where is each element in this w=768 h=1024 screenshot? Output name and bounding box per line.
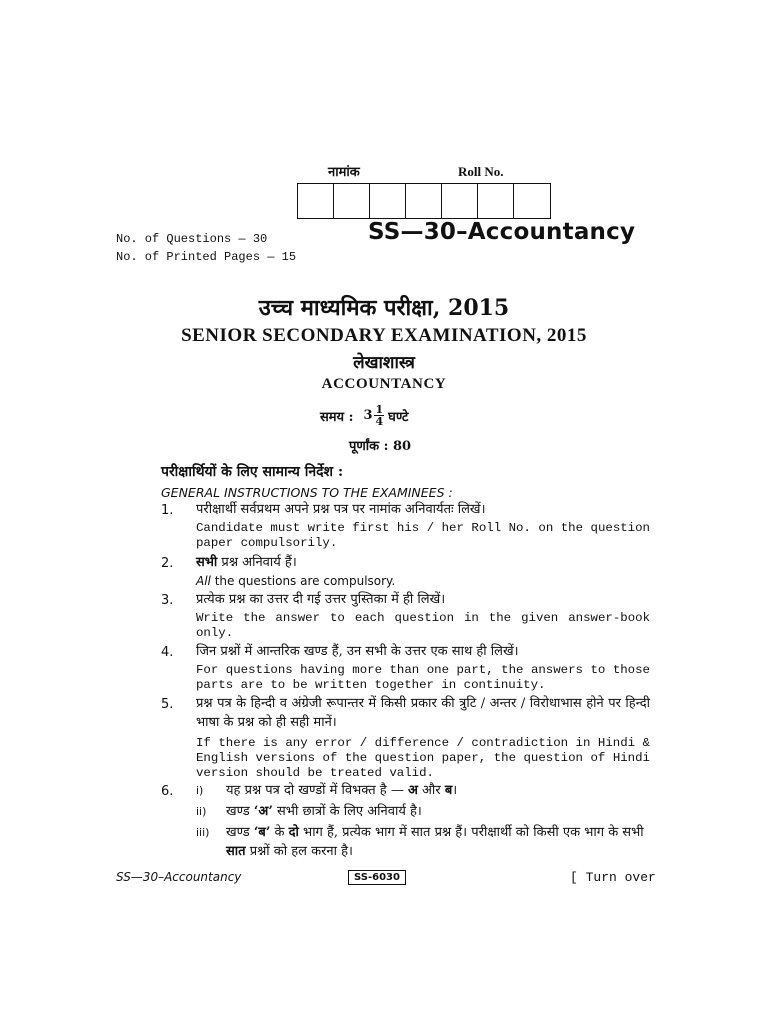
footer-turn-over: [ Turn over <box>570 870 656 885</box>
sub-instruction-iii <box>196 823 652 861</box>
instruction-text-english: If there is any error / difference / contradiction in Hindi & English versions of the question paper, the question of Hindi version should be treated valid. <box>196 736 650 780</box>
time-whole: 3 <box>363 408 373 423</box>
subject-title-english: ACCOUNTANCY <box>321 376 447 392</box>
sub-text-part: और <box>417 783 445 798</box>
sub-text <box>226 802 652 821</box>
sub-text <box>226 781 652 800</box>
footer-paper-code: SS—30–Accountancy <box>116 870 242 884</box>
time-fraction-denominator: 4 <box>375 415 384 428</box>
sub-text <box>226 823 652 861</box>
roll-number-box[interactable] <box>370 184 406 218</box>
roll-number-labels <box>300 162 560 182</box>
exam-title-english: SENIOR SECONDARY EXAMINATION, 2015 <box>181 325 587 346</box>
section-b-label: ‘ब’ <box>253 825 271 840</box>
instruction-number: 6. <box>161 784 174 799</box>
emphasis-all-hindi: सभी <box>196 555 218 570</box>
instruction-number: 3. <box>161 593 174 608</box>
roll-number-boxes[interactable] <box>297 183 551 219</box>
sub-text-part: खण्ड <box>226 804 254 819</box>
instruction-text-hindi: जिन प्रश्नों में आन्तरिक खण्ड हैं, उन सभी के उत्तर एक साथ ही लिखें। <box>196 644 519 659</box>
roll-number-box[interactable] <box>406 184 442 218</box>
roll-number-box[interactable] <box>442 184 478 218</box>
sub-number: iii) <box>196 826 210 839</box>
footer-code-box: SS-6030 <box>348 870 406 885</box>
instruction-number: 2. <box>161 556 174 571</box>
instruction-text-hindi: प्रत्येक प्रश्न का उत्तर दी गई उत्तर पुस्तिका में ही लिखें। <box>196 592 446 607</box>
sub-number: i) <box>196 784 204 797</box>
time-unit: घण्टे <box>388 409 409 425</box>
instructions-heading-english: GENERAL INSTRUCTIONS TO THE EXAMINEES : <box>161 485 453 500</box>
sub-text-part: के <box>270 825 289 840</box>
sub-text-part: सभी छात्रों के लिए अनिवार्य है। <box>272 804 422 819</box>
roll-label-hindi: नामांक <box>328 165 360 180</box>
time-label: समय : <box>320 409 354 425</box>
instruction-text-hindi: प्रश्न पत्र के हिन्दी व अंग्रेजी रूपान्तर में किसी प्रकार की त्रुटि / अन्तर / विरोधाभास होने पर हिन्दी भाषा के प्रश्न को ही सही मानें। <box>196 696 650 730</box>
roll-number-box[interactable] <box>514 184 550 218</box>
roll-number-box[interactable] <box>478 184 514 218</box>
instructions-heading-hindi: परीक्षार्थियों के लिए सामान्य निर्देश : <box>161 464 344 480</box>
instruction-number: 5. <box>161 697 174 712</box>
sub-text-part: खण्ड <box>226 825 254 840</box>
sub-text-part: । <box>452 783 458 798</box>
paper-meta <box>116 230 296 266</box>
instruction-number: 1. <box>161 503 174 518</box>
paper-code-title: SS—30–Accountancy <box>368 219 636 245</box>
sub-text-part: यह प्रश्न पत्र दो खण्डों में विभक्त है — <box>226 783 408 798</box>
instruction-text-hindi: परीक्षार्थी सर्वप्रथम अपने प्रश्न पत्र पर नामांक अनिवार्यतः लिखें। <box>196 502 486 517</box>
time-fraction <box>374 404 384 427</box>
emphasis-seven: सात <box>226 844 246 859</box>
instruction-number: 4. <box>161 645 174 660</box>
section-a-label: ‘अ’ <box>253 804 273 819</box>
sub-number: ii) <box>196 805 207 818</box>
instruction-text-english: Candidate must write first his / her Roll No. on the question paper compulsorily. <box>196 521 650 550</box>
instruction-text-english: Write the answer to each question in the given answer-book only. <box>196 611 650 640</box>
roll-number-box[interactable] <box>334 184 370 218</box>
roll-label-english: Roll No. <box>458 164 504 179</box>
time-fraction-numerator: 1 <box>375 403 384 416</box>
instruction-text-hindi <box>196 553 650 572</box>
section-b-label: ब <box>444 783 453 798</box>
roll-number-box[interactable] <box>298 184 334 218</box>
sub-text-part: प्रश्नों को हल करना है। <box>245 844 353 859</box>
sub-text-part: भाग हैं, प्रत्येक भाग में सात प्रश्न हैं। परीक्षार्थी को किसी एक भाग के सभी <box>298 825 644 840</box>
sub-instruction-ii <box>196 802 652 821</box>
section-a-label: अ <box>407 783 418 798</box>
emphasis-two: दो <box>288 825 299 840</box>
exam-title-hindi: उच्च माध्यमिक परीक्षा, 2015 <box>258 295 510 321</box>
questions-count: No. of Questions — 30 <box>116 232 268 246</box>
printed-pages-count: No. of Printed Pages — 15 <box>116 250 297 264</box>
exam-duration <box>320 404 408 427</box>
instruction-text-english <box>196 574 650 589</box>
instruction-text-english: For questions having more than one part, the answers to those parts are to be written together in continuity. <box>196 663 650 692</box>
emphasis-all-english: All <box>196 574 211 588</box>
subject-title-hindi: लेखाशास्त्र <box>353 353 415 373</box>
max-marks: पूर्णांक : 80 <box>349 439 412 454</box>
instruction-text-hindi-rest: प्रश्न अनिवार्य हैं। <box>217 555 297 570</box>
sub-instruction-i <box>196 781 652 800</box>
instruction-text-english-rest: the questions are compulsory. <box>210 574 396 588</box>
